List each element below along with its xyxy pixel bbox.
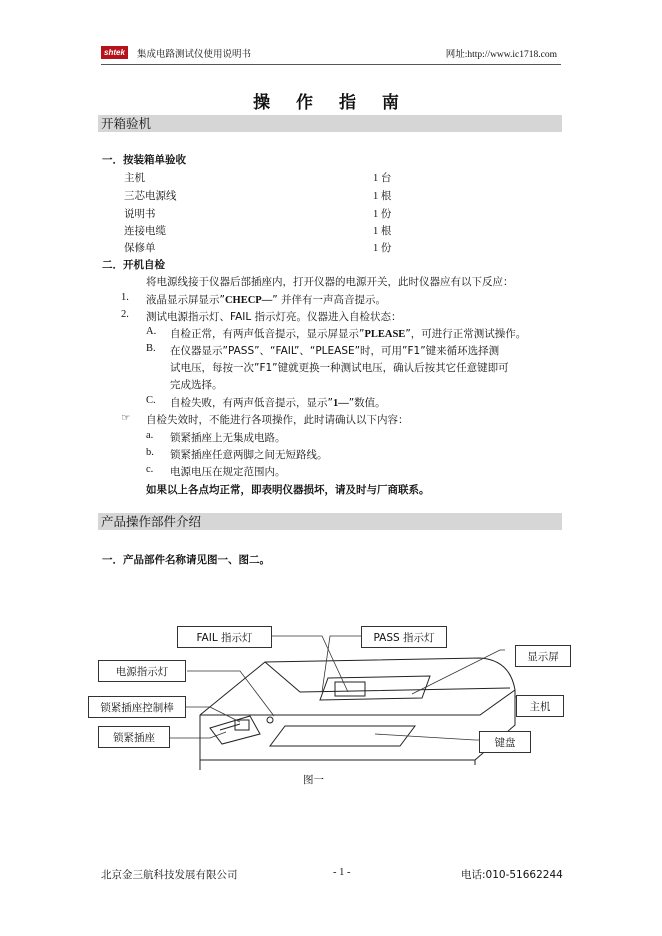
warning-text: 如果以上各点均正常，即表明仪器损坏，请及时与厂商联系。 (146, 484, 430, 496)
header-title: 集成电路测试仪使用说明书 (137, 49, 252, 60)
note-item-letter: a. (146, 430, 154, 441)
note-item-text: 电源电压在规定范围内。 (170, 466, 286, 478)
label-power-led: 电源指示灯 (98, 660, 186, 682)
packing-item-qty: 1 根 (373, 226, 392, 237)
label-display: 显示屏 (515, 645, 571, 667)
step-text: 测试电源指示灯、FAIL 指示灯亮。仪器进入自检状态： (146, 311, 402, 323)
substep-letter: C. (146, 395, 156, 406)
section-bar-parts: 产品操作部件介绍 (98, 513, 562, 530)
label-pass-led: PASS 指示灯 (361, 626, 447, 648)
parts-heading: 一．产品部件名称请见图一、图二。 (102, 554, 270, 566)
substep-text: 自检失败，有两声低音提示，显示”1—”数值。 (170, 397, 386, 409)
packing-item-name: 主机 (124, 172, 145, 184)
company-logo: shtek (101, 46, 128, 59)
packing-heading: 一．按装箱单验收 (102, 154, 186, 166)
page-header (101, 44, 561, 65)
label-keyboard: 键盘 (479, 731, 531, 753)
section-bar-unboxing: 开箱验机 (98, 115, 562, 132)
label-main-unit: 主机 (516, 695, 564, 717)
header-url[interactable]: 网址:http://www.ic1718.com (445, 50, 557, 60)
packing-item-name: 保修单 (124, 242, 156, 254)
figure-caption: 图一 (303, 774, 324, 786)
packing-item-name: 说明书 (124, 208, 156, 220)
step-text: 液晶显示屏显示”CHECP—” 并伴有一声高音提示。 (146, 294, 386, 306)
selfcheck-heading: 二．开机自检 (102, 259, 165, 271)
selfcheck-intro: 将电源线接于仪器后部插座内，打开仪器的电源开关，此时仪器应有以下反应： (146, 276, 514, 288)
substep-text: 自检正常，有两声低音提示，显示屏显示”PLEASE”，可进行正常测试操作。 (170, 328, 527, 340)
packing-item-qty: 1 份 (373, 243, 392, 254)
substep-text: 在仪器显示”PASS”、“FAIL”、“PLEASE”时，可用”F1”键来循环选择测 (170, 345, 500, 357)
label-fail-led: FAIL 指示灯 (177, 626, 272, 648)
substep-text: 完成选择。 (170, 379, 223, 391)
packing-item-name: 三芯电源线 (124, 190, 177, 202)
step-number: 1. (121, 292, 129, 303)
note-item-letter: b. (146, 447, 154, 458)
label-socket-lever: 锁紧插座控制棒 (88, 696, 186, 718)
note-text: 自检失效时，不能进行各项操作，此时请确认以下内容： (146, 414, 409, 426)
note-item-text: 锁紧插座上无集成电路。 (170, 432, 286, 444)
note-item-letter: c. (146, 464, 154, 475)
packing-item-qty: 1 份 (373, 209, 392, 220)
substep-letter: A. (146, 326, 157, 337)
packing-item-qty: 1 台 (373, 173, 392, 184)
packing-item-qty: 1 根 (373, 191, 392, 202)
footer-page-number: - 1 - (333, 867, 351, 878)
hand-pointer-icon: ☞ (121, 412, 131, 424)
footer-phone: 电话:010-51662244 (461, 869, 563, 881)
step-number: 2. (121, 309, 129, 320)
note-item-text: 锁紧插座任意两脚之间无短路线。 (170, 449, 328, 461)
substep-letter: B. (146, 343, 156, 354)
packing-item-name: 连接电缆 (124, 225, 166, 237)
label-socket: 锁紧插座 (98, 726, 170, 748)
footer-company: 北京金三航科技发展有限公司 (101, 869, 238, 881)
page-title: 操 作 指 南 (253, 93, 409, 113)
substep-text: 试电压，每按一次”F1”键就更换一种测试电压，确认后按其它任意键即可 (170, 362, 509, 374)
